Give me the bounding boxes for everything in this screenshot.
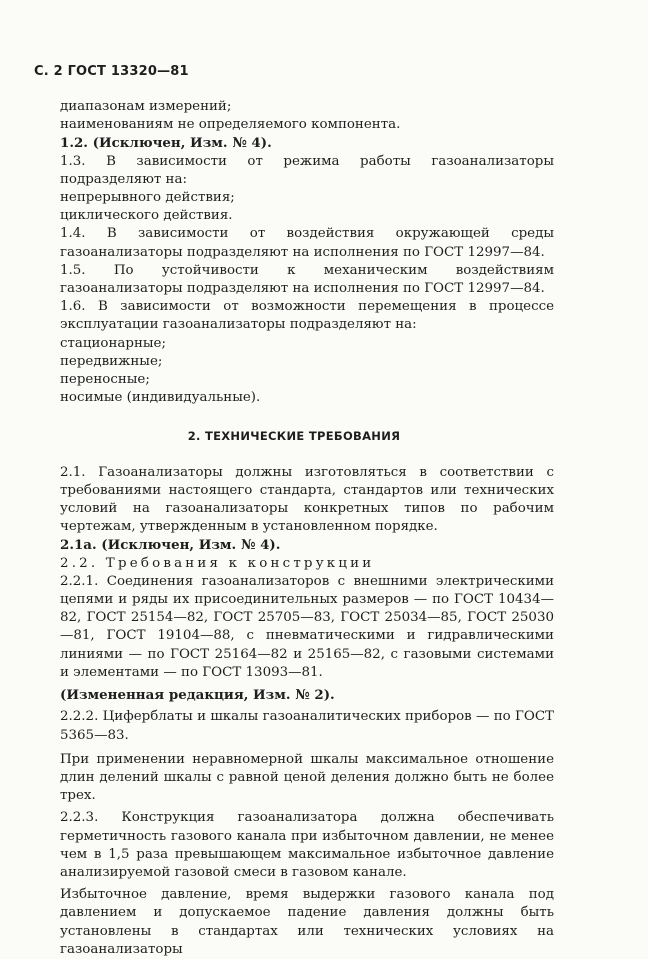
clause-1-3: 1.3. В зависимости от режима работы газоанализаторы подразделяют на: [60, 153, 554, 187]
document-body [34, 98, 554, 959]
line-item: диапазонам измерений; [60, 99, 232, 114]
clause-2-2-2: 2.2.2. Циферблаты и шкалы газоаналитических приборов — по ГОСТ 5365—83. [60, 709, 554, 743]
list-item: непрерывного действия; [60, 190, 235, 206]
clause-1-4: 1.4. В зависимости от воздействия окружающей среды газоанализаторы подразделяют на исполнения по ГОСТ 12997—84. [60, 226, 554, 260]
clause-1-5: 1.5. По устойчивости к механическим воздействиям газоанализаторы подразделяют на исполнения по ГОСТ 12997—84. [60, 262, 554, 297]
clause-2-1a: 2.1а. (Исключен, Изм. № 4). [60, 537, 281, 554]
list-item: стационарные; [60, 335, 166, 351]
list-item: носимые (индивидуальные). [60, 390, 261, 406]
clause-2-2: 2.2. Требования к конструкции [60, 555, 375, 571]
list-item: циклического действия. [60, 208, 233, 224]
list-item: передвижные; [60, 353, 163, 369]
clause-2-2-2-note: При применении неравномерной шкалы максимальное отношение длин делений шкалы с равной ценой деления должно быть не более трех. [60, 751, 554, 804]
clause-2-2-1: 2.2.1. Соединения газоанализаторов с внешними электрическими цепями и ряды их присоединительных размеров — по ГОСТ 10434—82, ГОСТ 25154—82, ГОСТ 25705—83, ГОСТ 25034—85, ГОСТ 25030—81, ГОСТ 19104—88, с пневматическими и гидравлическими линиями — по ГОСТ 25164—82 и 25165—82, с газовыми системами и элементами — по ГОСТ 13093—81. [60, 573, 554, 680]
clause-2-1: 2.1. Газоанализаторы должны изготовляться в соответствии с требованиями настоящего стандарта, стандартов или технических условий на газоанализаторы конкретных типов по рабочим чертежам, утвержденным в установленном порядке. [60, 464, 554, 535]
clause-1-6: 1.6. В зависимости от возможности перемещения в процессе эксплуатации газоанализаторы подразделяют на: [60, 299, 554, 333]
line-item: наименованиям не определяемого компонента. [60, 117, 401, 133]
clause-2-2-3-note: Избыточное давление, время выдержки газового канала под давлением и допускаемое падение давления должны быть установлены в стандартах или технических условиях на газоанализаторы [60, 887, 554, 957]
clause-1-2: 1.2. (Исключен, Изм. № 4). [60, 135, 272, 152]
page-header: С. 2 ГОСТ 13320—81 [34, 64, 189, 79]
change-note: (Измененная редакция, Изм. № 2). [60, 687, 335, 704]
section-title: 2. ТЕХНИЧЕСКИЕ ТРЕБОВАНИЯ [187, 429, 401, 444]
clause-2-2-3: 2.2.3. Конструкция газоанализатора должна обеспечивать герметичность газового канала при избыточном давлении, не менее чем в 1,5 раза превышающем максимальное избыточное давление анализируемой газовой смеси в газовом канале. [60, 810, 554, 880]
list-item: переносные; [60, 372, 150, 388]
